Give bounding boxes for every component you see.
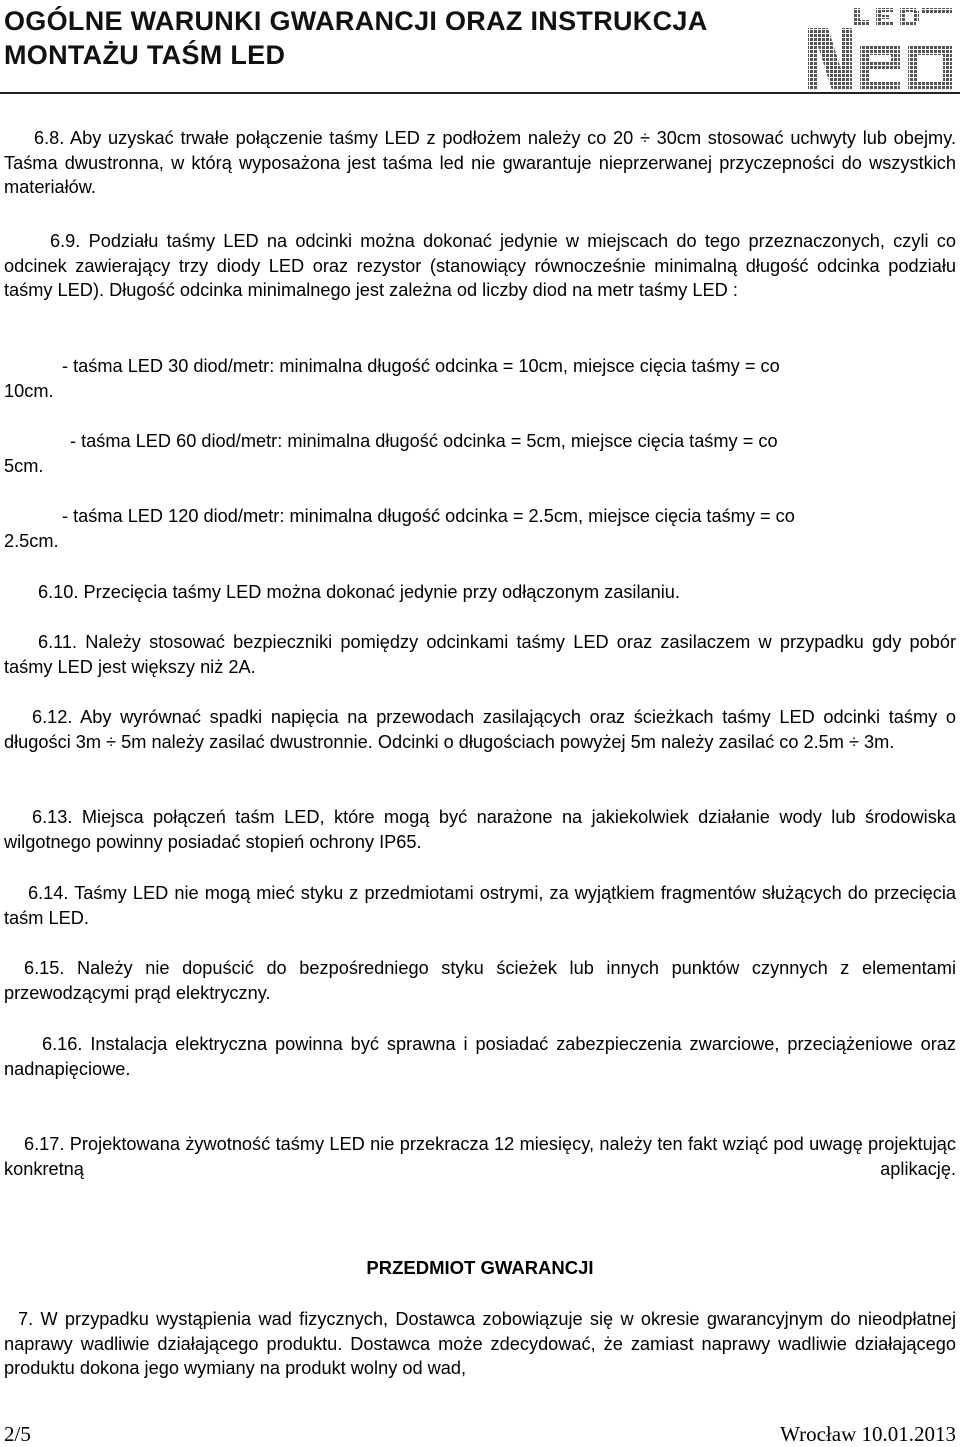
paragraph-6-15: 6.15. Należy nie dopuścić do bezpośredniego styku ścieżek lub innych punktów czynnych z elementami przewodzącymi prąd elektryczny. [4,958,956,1003]
page-number: 2/5 [4,1422,31,1446]
list-item-120: - taśma LED 120 diod/metr: minimalna długość odcinka = 2.5cm, miejsce cięcia taśmy = co [62,506,795,526]
paragraph-6-8: 6.8. Aby uzyskać trwałe połączenie taśmy LED z podłożem należy co 20 ÷ 30cm stosować uchwyty lub obejmy. Taśma dwustronna, w którą wyposażona jest taśma led nie gwarantuje nieprzerwanej przyczepności do wszystkich materiałów. [4,128,956,198]
title-line-1: OGÓLNE WARUNKI GWARANCJI ORAZ INSTRUKCJA [4,6,708,36]
paragraph-6-12: 6.12. Aby wyrównać spadki napięcia na przewodach zasilających oraz ścieżkach taśmy LED odcinki taśmy o długości 3m ÷ 5m należy zasilać dwustronnie. Odcinki o długościach powyżej 5m należy zasilać co 2.5m ÷ 3m. [4,707,956,752]
paragraph-6-16: 6.16. Instalacja elektryczna powinna być sprawna i posiadać zabezpieczenia zwarciowe, przeciążeniowe oraz nadnapięciowe. [4,1034,956,1079]
paragraph-6-9: 6.9. Podziału taśmy LED na odcinki można dokonać jedynie w miejscach do tego przeznaczonych, czyli co odcinek zawierający trzy diody LED oraz rezystor (stanowiący równocześnie minimalną długość odcinka podziału taśmy LED). Długość odcinka minimalnego jest zależna od liczby diod na metr taśmy LED : [4,231,956,301]
title-line-2: MONTAŻU TAŚM LED [4,40,286,70]
page-footer [0,1422,960,1444]
document-date: Wrocław 10.01.2013 [780,1422,956,1446]
paragraph-6-14: 6.14. Taśmy LED nie mogą mieć styku z przedmiotami ostrymi, za wyjątkiem fragmentów służących do przecięcia taśm LED. [4,883,956,928]
led-neo-logo [806,6,954,92]
section-heading-przedmiot-gwarancji: PRZEDMIOT GWARANCJI [366,1257,594,1278]
page-title [4,4,708,72]
paragraph-6-17: 6.17. Projektowana żywotność taśmy LED nie przekracza 12 miesięcy, należy ten fakt wziąć pod uwagę projektując konkretną aplikację. [4,1134,956,1179]
paragraph-7: 7. W przypadku wystąpienia wad fizycznych, Dostawca zobowiązuje się w okresie gwarancyjnym do nieodpłatnej naprawy wadliwie działającego produktu. Dostawca może zdecydować, że zamiast naprawy wadliwie działającego produktu dokona jego wymiany na produkt wolny od wad, [4,1309,956,1379]
header-divider [0,92,960,94]
list-item-60-cont: 5cm. [4,456,44,476]
paragraph-6-11: 6.11. Należy stosować bezpieczniki pomiędzy odcinkami taśmy LED oraz zasilaczem w przypadku gdy pobór taśmy LED jest większy niż 2A. [4,632,956,677]
paragraph-6-13: 6.13. Miejsca połączeń taśm LED, które mogą być narażone na jakiekolwiek działanie wody lub środowiska wilgotnego powinny posiadać stopień ochrony IP65. [4,807,956,852]
list-item-30: - taśma LED 30 diod/metr: minimalna długość odcinka = 10cm, miejsce cięcia taśmy = co [62,356,780,376]
list-item-60: - taśma LED 60 diod/metr: minimalna długość odcinka = 5cm, miejsce cięcia taśmy = co [70,431,778,451]
paragraph-6-10: 6.10. Przecięcia taśmy LED można dokonać jedynie przy odłączonym zasilaniu. [38,582,680,602]
list-item-120-cont: 2.5cm. [4,531,59,551]
list-item-30-cont: 10cm. [4,381,54,401]
